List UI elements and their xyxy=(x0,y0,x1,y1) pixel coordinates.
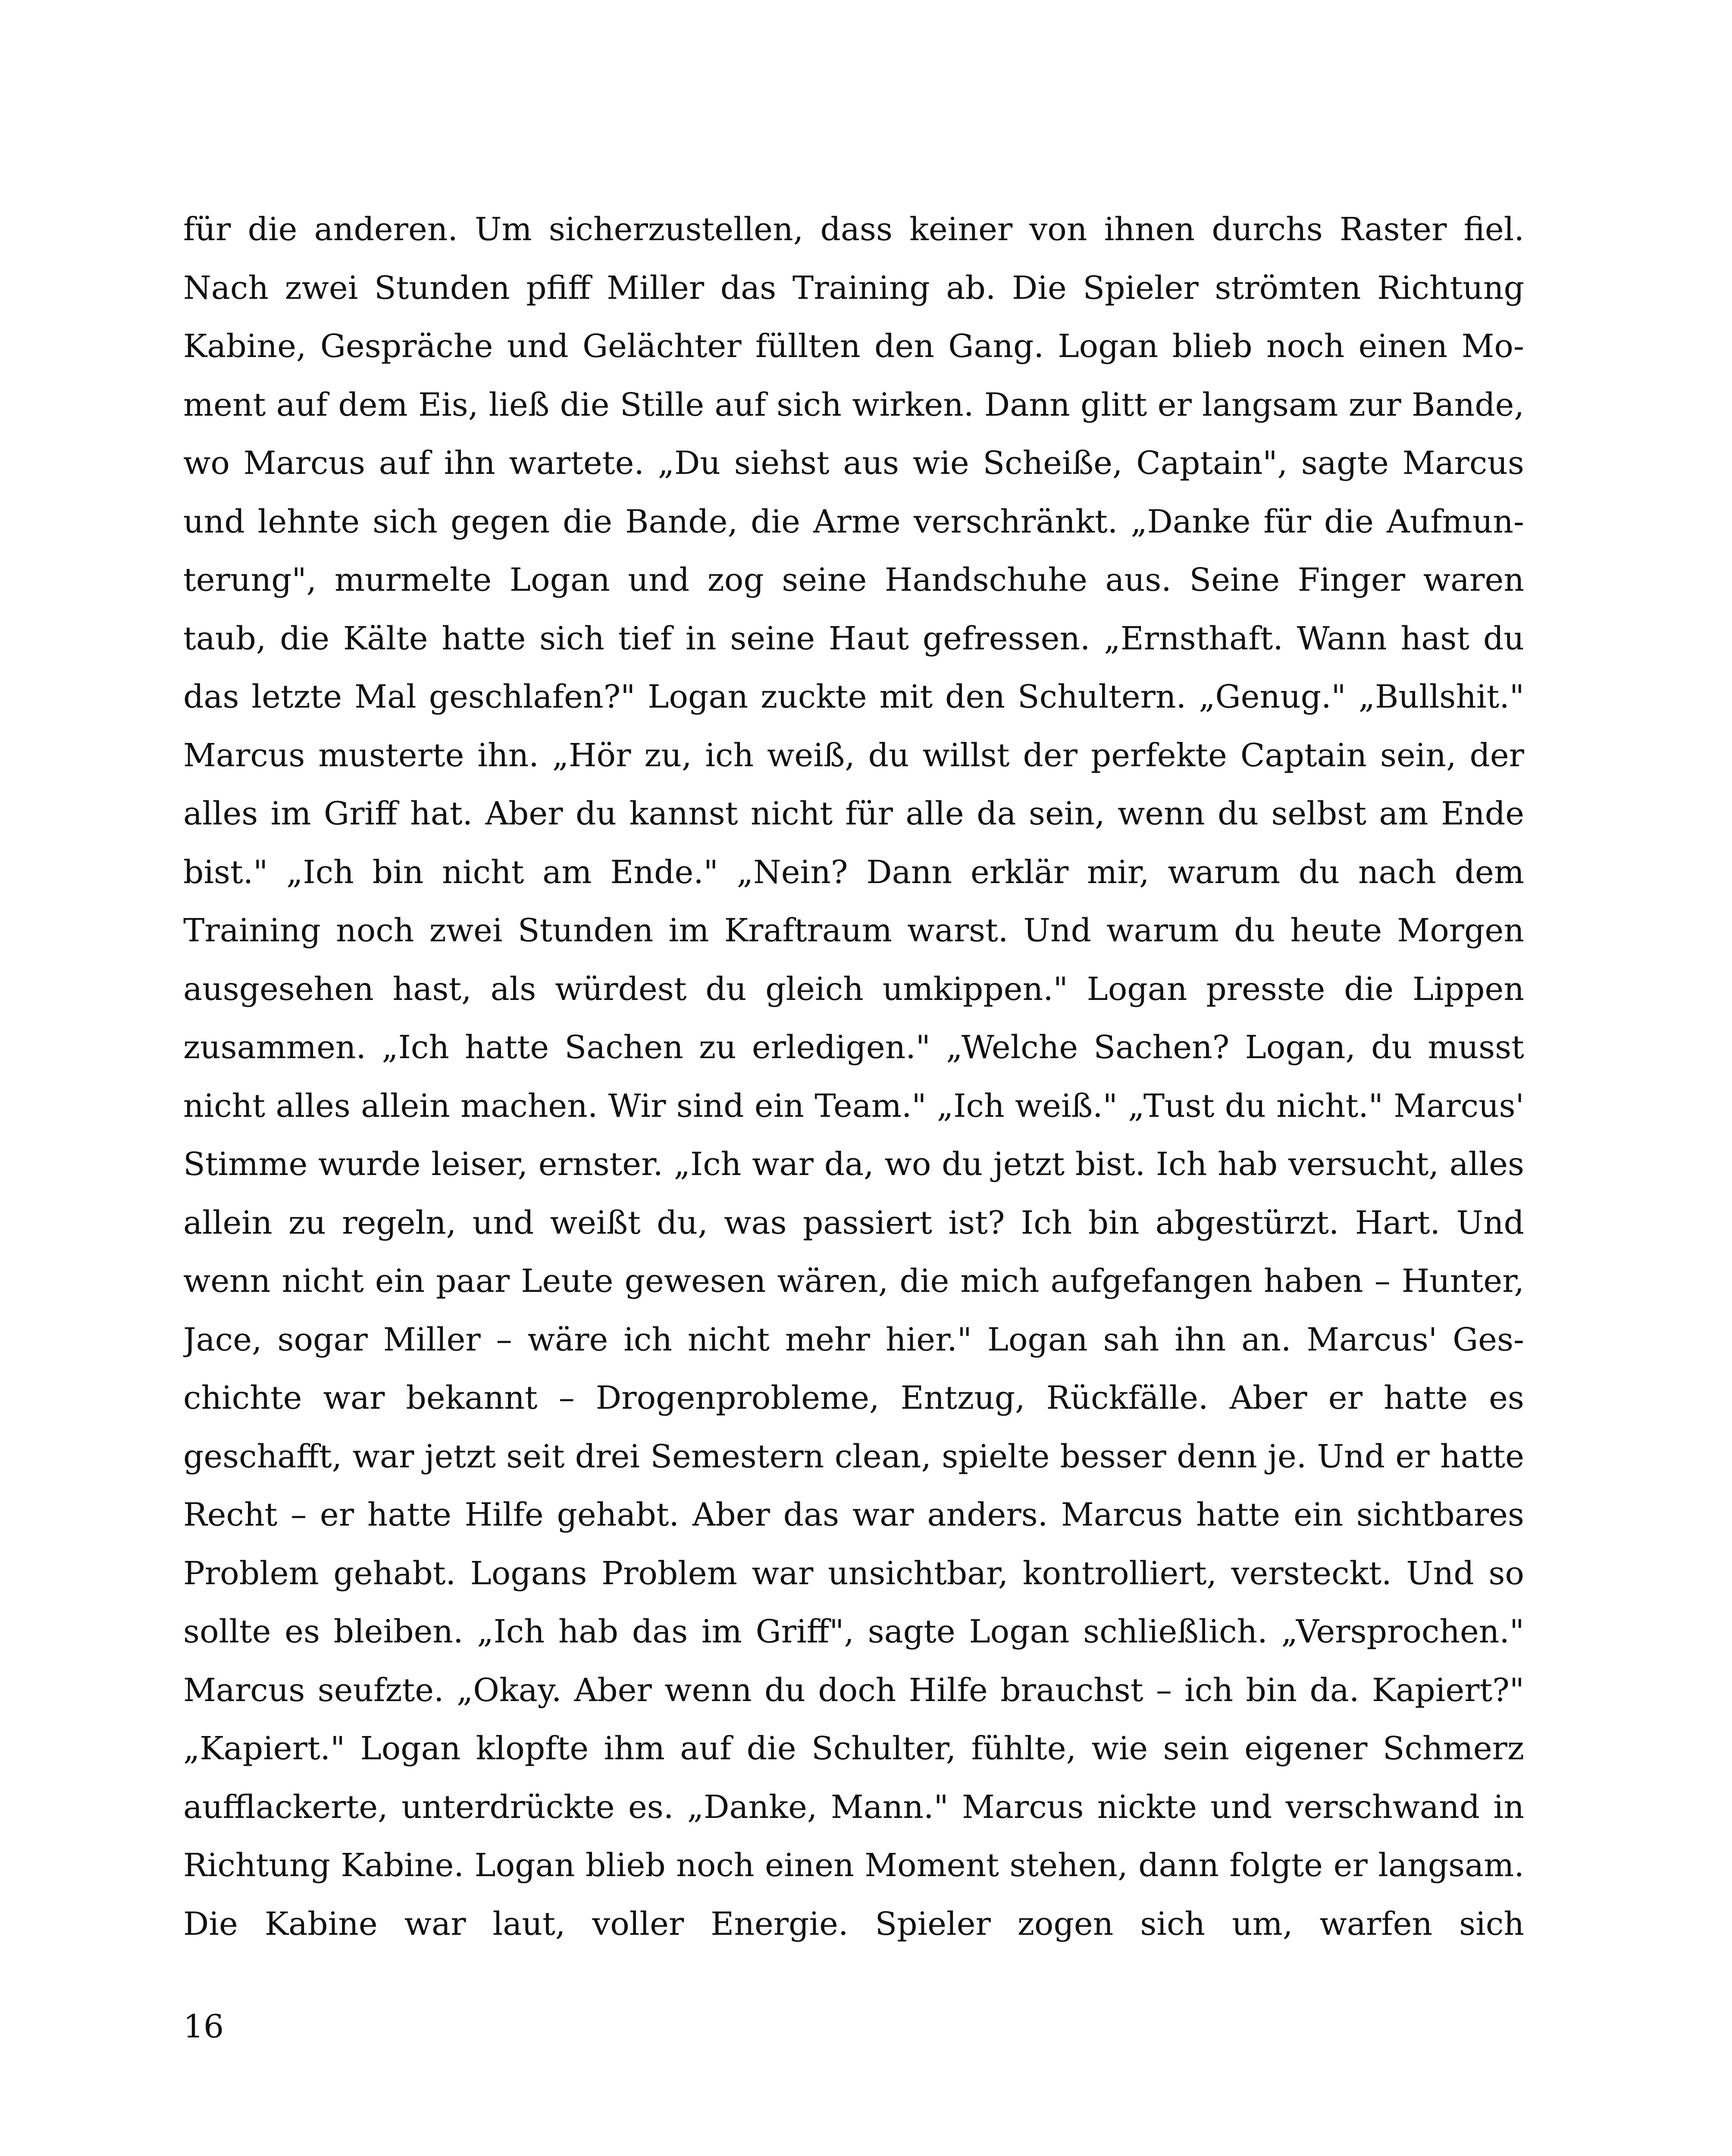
text-line: zusammen. „Ich hatte Sachen zu erledigen." „Welche Sachen? Logan, du musst xyxy=(183,1029,1524,1066)
text-line: aufflackerte, unterdrückte es. „Danke, Mann." Marcus nickte und verschwand in xyxy=(183,1788,1524,1826)
text-line: ausgesehen hast, als würdest du gleich umkippen." Logan presste die Lippen xyxy=(183,970,1524,1008)
body-text xyxy=(183,201,1524,1953)
text-line: Stimme wurde leiser, ernster. „Ich war da, wo du jetzt bist. Ich hab versucht, alles xyxy=(183,1146,1524,1183)
text-line: geschafft, war jetzt seit drei Semestern clean, spielte besser denn je. Und er hatte xyxy=(183,1438,1524,1475)
text-line: Richtung Kabine. Logan blieb noch einen Moment stehen, dann folgte er langsam. xyxy=(183,1847,1524,1884)
text-line: taub, die Kälte hatte sich tief in seine Haut gefressen. „Ernsthaft. Wann hast du xyxy=(183,620,1524,657)
text-line: wenn nicht ein paar Leute gewesen wären, die mich aufgefangen haben – Hunter, xyxy=(183,1263,1524,1300)
text-line: Problem gehabt. Logans Problem war unsichtbar, kontrolliert, versteckt. Und so xyxy=(183,1554,1524,1592)
text-line: nicht alles allein machen. Wir sind ein Team." „Ich weiß." „Tust du nicht." Marcus' xyxy=(183,1087,1524,1125)
text-line: sollte es bleiben. „Ich hab das im Griff", sagte Logan schließlich. „Versprochen." xyxy=(183,1613,1524,1650)
text-line: das letzte Mal geschlafen?" Logan zuckte mit den Schultern. „Genug." „Bullshit." xyxy=(183,678,1524,715)
text-line: für die anderen. Um sicherzustellen, dass keiner von ihnen durchs Raster fiel. xyxy=(183,211,1524,248)
text-line: Marcus seufzte. „Okay. Aber wenn du doch Hilfe brauchst – ich bin da. Kapiert?" xyxy=(183,1671,1524,1709)
text-line: Nach zwei Stunden pfiff Miller das Training ab. Die Spieler strömten Richtung xyxy=(183,269,1524,307)
text-line: bist." „Ich bin nicht am Ende." „Nein? Dann erklär mir, warum du nach dem xyxy=(183,853,1524,891)
text-line: wo Marcus auf ihn wartete. „Du siehst aus wie Scheiße, Captain", sagte Marcus xyxy=(183,445,1524,482)
text-line: ment auf dem Eis, ließ die Stille auf sich wirken. Dann glitt er langsam zur Bande, xyxy=(183,386,1524,423)
page-number: 16 xyxy=(183,2008,224,2045)
text-line: allein zu regeln, und weißt du, was passiert ist? Ich bin abgestürzt. Hart. Und xyxy=(183,1204,1524,1241)
text-line: und lehnte sich gegen die Bande, die Arme verschränkt. „Danke für die Aufmun- xyxy=(183,503,1524,540)
text-line: Die Kabine war laut, voller Energie. Spieler zogen sich um, warfen sich xyxy=(183,1905,1524,1943)
text-line: Kabine, Gespräche und Gelächter füllten den Gang. Logan blieb noch einen Mo- xyxy=(183,328,1524,365)
text-line: „Kapiert." Logan klopfte ihm auf die Schulter, fühlte, wie sein eigener Schmerz xyxy=(183,1730,1524,1767)
text-line: Training noch zwei Stunden im Kraftraum warst. Und warum du heute Morgen xyxy=(183,912,1524,949)
text-line: terung", murmelte Logan und zog seine Handschuhe aus. Seine Finger waren xyxy=(183,561,1524,599)
text-line: chichte war bekannt – Drogenprobleme, Entzug, Rückfälle. Aber er hatte es xyxy=(183,1379,1524,1416)
text-line: alles im Griff hat. Aber du kannst nicht für alle da sein, wenn du selbst am Ende xyxy=(183,795,1524,832)
text-line: Marcus musterte ihn. „Hör zu, ich weiß, du willst der perfekte Captain sein, der xyxy=(183,736,1524,774)
text-line: Jace, sogar Miller – wäre ich nicht mehr hier." Logan sah ihn an. Marcus' Ges- xyxy=(183,1321,1524,1358)
text-line: Recht – er hatte Hilfe gehabt. Aber das war anders. Marcus hatte ein sichtbares xyxy=(183,1496,1524,1533)
